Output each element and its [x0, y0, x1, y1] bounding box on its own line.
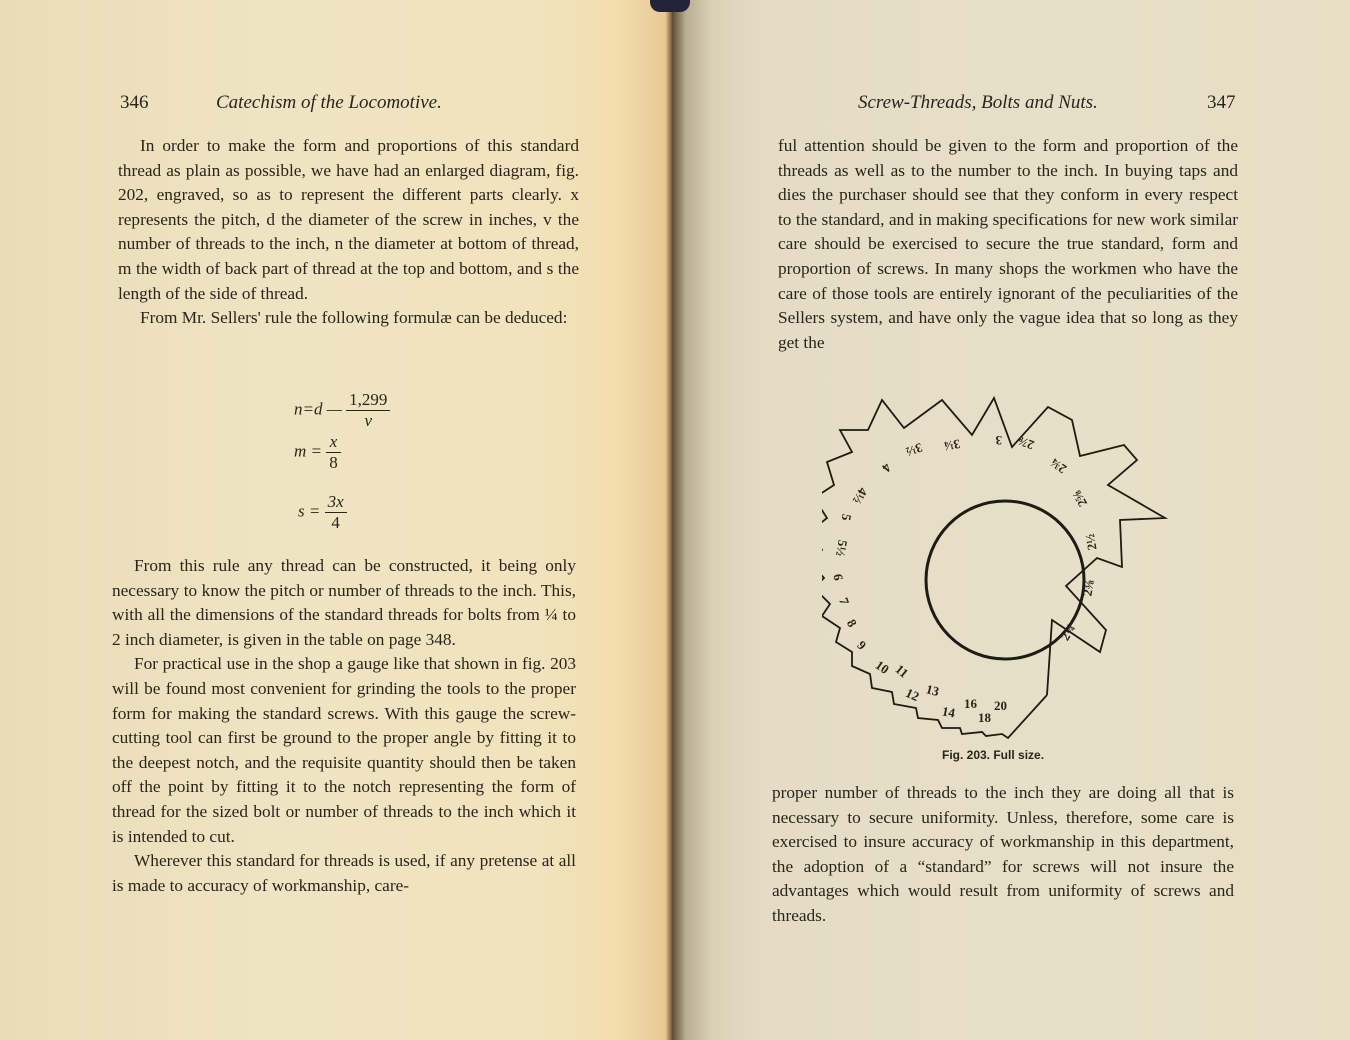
gauge-outline [822, 398, 1165, 738]
fraction [346, 390, 390, 431]
body-text-bottom [112, 554, 576, 898]
svg-text:2⅝: 2⅝ [1068, 487, 1091, 510]
svg-text:2⅜: 2⅜ [1079, 578, 1098, 598]
fraction [326, 432, 341, 473]
running-head: Catechism of the Locomotive. [216, 92, 442, 113]
body-text-top [778, 134, 1238, 355]
paragraph: Wherever this standard for threads is used, if any pretense at all is made to accuracy of workmanship, care- [112, 851, 576, 895]
svg-text:14: 14 [940, 703, 957, 721]
svg-text:5½: 5½ [832, 538, 851, 558]
svg-text:3: 3 [995, 433, 1002, 448]
svg-text:11: 11 [892, 661, 912, 681]
svg-text:12: 12 [903, 685, 922, 705]
formula-m [294, 432, 341, 473]
page-number: 346 [120, 92, 149, 113]
svg-text:7: 7 [836, 595, 853, 607]
body-text-top [118, 134, 579, 331]
svg-text:13: 13 [924, 681, 941, 700]
denominator: 8 [329, 453, 338, 472]
denominator: 4 [331, 513, 340, 532]
paragraph: From this rule any thread can be constructed, it being only necessary to know the pitch or number of threads to the inch. This, with all the dimensions of the standard threads for bolts from ¼ to 2 inch diameter, is given in the table on page 348. [112, 556, 576, 649]
svg-text:8: 8 [843, 616, 861, 630]
denominator: v [364, 411, 372, 430]
running-head: Screw-Threads, Bolts and Nuts. [858, 92, 1098, 113]
svg-text:4: 4 [879, 460, 895, 476]
formula-lhs: n=d — [294, 399, 342, 419]
svg-text:3½: 3½ [904, 440, 925, 460]
svg-text:5: 5 [838, 512, 855, 522]
svg-text:9: 9 [854, 637, 870, 653]
right-page [672, 0, 1350, 1040]
book-spine [650, 0, 690, 12]
formula-n [294, 390, 390, 431]
svg-text:4½: 4½ [849, 485, 871, 507]
figure-caption: Fig. 203. Full size. [942, 748, 1045, 762]
formula-s [298, 492, 347, 533]
left-page [0, 0, 672, 1040]
numerator: x [326, 432, 341, 453]
svg-text:2¼: 2¼ [1057, 621, 1079, 643]
svg-text:2⅞: 2⅞ [1015, 433, 1037, 453]
paragraph: In order to make the form and proportions of this standard thread as plain as possible, we have had an enlarged diagram, fig. 202, engraved, so as to represent the different parts clearly. x represents the pitch, d the diameter of the screw in inches, v the number of threads to the inch, n the diameter at bottom of thread, m the width of back part of thread at the top and bottom, and s the length of the side of thread. [118, 136, 579, 303]
paragraph: proper number of threads to the inch they are doing all that is necessary to secure uniformity. Unless, therefore, some care is exercised to insure accuracy of workmanship in this department, the adoption of a “standard” for screws will not insure the advantages which would result from uniformity of screws and threads. [772, 783, 1234, 925]
body-text-bottom [772, 781, 1234, 929]
svg-text:20: 20 [994, 698, 1007, 713]
numerator: 1,299 [346, 390, 390, 411]
svg-text:3¼: 3¼ [942, 436, 962, 455]
page-number: 347 [1207, 92, 1236, 113]
paragraph: ful attention should be given to the form and proportion of the threads as well as to the number to the inch. In buying taps and dies the purchaser should see that they conform in every respect to the standard, and in making specifications for new work similar care should be exercised to secure the true standard, form and proportion of screws. In many shops the workmen who have the care of those tools are entirely ignorant of the peculiarities of the Sellers system, and have only the vague idea that so long as they get the [778, 136, 1238, 352]
paragraph: From Mr. Sellers' rule the following formulæ can be deduced: [140, 308, 568, 328]
formula-lhs: m = [294, 441, 322, 461]
svg-text:18: 18 [978, 710, 991, 725]
thread-gauge-figure [822, 390, 1182, 750]
svg-text:2¾: 2¾ [1047, 455, 1070, 477]
formula-lhs: s = [298, 501, 321, 521]
numerator: 3x [325, 492, 347, 513]
svg-text:6: 6 [830, 572, 847, 582]
paragraph: For practical use in the shop a gauge like that shown in fig. 203 will be found most convenient for grinding the tools to the proper form for making the standard screws. With this gauge the screw-cutting tool can first be ground to the proper angle by fitting it to the deepest notch, and the requisite quantity should then be taken off the point by fitting it to the notch representing the form of thread for the sized bolt or number of threads to the inch which it is intended to cut. [112, 654, 576, 846]
svg-text:10: 10 [872, 657, 892, 677]
fraction [325, 492, 347, 533]
svg-text:16: 16 [964, 696, 977, 711]
svg-text:2½: 2½ [1081, 532, 1100, 552]
